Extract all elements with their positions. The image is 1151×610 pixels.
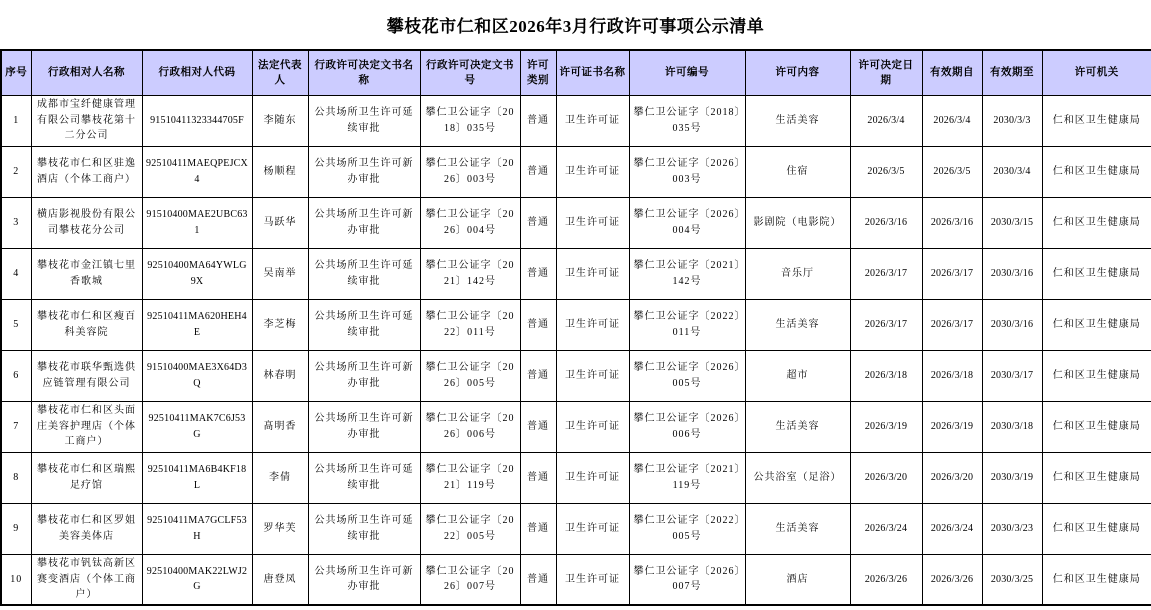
table-cell: 2026/3/17 — [922, 248, 982, 299]
table-cell: 2026/3/24 — [922, 503, 982, 554]
table-cell: 攀枝花市金江镇七里香歌城 — [31, 248, 142, 299]
table-cell: 8 — [1, 452, 31, 503]
column-header: 有效期自 — [922, 50, 982, 95]
table-row — [1, 197, 1151, 248]
table-cell: 5 — [1, 299, 31, 350]
table-cell: 卫生许可证 — [556, 248, 629, 299]
table-cell: 91510400MAE2UBC631 — [142, 197, 252, 248]
table-cell: 卫生许可证 — [556, 299, 629, 350]
table-cell: 攀仁卫公证字〔2022〕011号 — [420, 299, 520, 350]
column-header: 有效期至 — [982, 50, 1042, 95]
table-cell: 攀仁卫公证字〔2021〕142号 — [420, 248, 520, 299]
table-cell: 攀仁卫公证字〔2021〕119号 — [629, 452, 745, 503]
table-row — [1, 146, 1151, 197]
table-cell: 普通 — [520, 554, 556, 605]
table-cell: 影剧院（电影院） — [745, 197, 850, 248]
title-bar — [0, 0, 1151, 49]
table-cell: 7 — [1, 401, 31, 452]
table-cell: 攀仁卫公证字〔2026〕007号 — [629, 554, 745, 605]
table-cell: 攀仁卫公证字〔2021〕119号 — [420, 452, 520, 503]
table-cell: 2026/3/17 — [922, 299, 982, 350]
table-cell: 公共场所卫生许可新办审批 — [308, 197, 420, 248]
table-cell: 2026/3/18 — [850, 350, 922, 401]
column-header: 许可证书名称 — [556, 50, 629, 95]
table-body — [1, 95, 1151, 605]
column-header: 许可类别 — [520, 50, 556, 95]
table-cell: 仁和区卫生健康局 — [1042, 554, 1151, 605]
table-cell: 2026/3/4 — [922, 95, 982, 146]
table-cell: 攀仁卫公证字〔2022〕011号 — [629, 299, 745, 350]
page-title: 攀枝花市仁和区2026年3月行政许可事项公示清单 — [386, 17, 765, 36]
table-cell: 2030/3/17 — [982, 350, 1042, 401]
table-cell: 仁和区卫生健康局 — [1042, 248, 1151, 299]
table-cell: 3 — [1, 197, 31, 248]
table-cell: 生活美容 — [745, 503, 850, 554]
table-cell: 杨顺程 — [252, 146, 308, 197]
table-cell: 2030/3/3 — [982, 95, 1042, 146]
table-cell: 李倩 — [252, 452, 308, 503]
table-cell: 生活美容 — [745, 95, 850, 146]
table-cell: 2030/3/23 — [982, 503, 1042, 554]
table-cell: 仁和区卫生健康局 — [1042, 299, 1151, 350]
table-cell: 普通 — [520, 95, 556, 146]
table-row — [1, 95, 1151, 146]
table-row — [1, 401, 1151, 452]
table-cell: 唐登凤 — [252, 554, 308, 605]
table-cell: 林春明 — [252, 350, 308, 401]
table-cell: 2030/3/18 — [982, 401, 1042, 452]
table-cell: 2026/3/19 — [850, 401, 922, 452]
table-cell: 公共场所卫生许可延续审批 — [308, 248, 420, 299]
table-cell: 公共场所卫生许可延续审批 — [308, 95, 420, 146]
column-header: 序号 — [1, 50, 31, 95]
table-cell: 普通 — [520, 503, 556, 554]
table-cell: 卫生许可证 — [556, 197, 629, 248]
table-cell: 92510411MAK7C6J53G — [142, 401, 252, 452]
table-cell: 2026/3/19 — [922, 401, 982, 452]
table-cell: 公共场所卫生许可延续审批 — [308, 299, 420, 350]
column-header: 行政相对人名称 — [31, 50, 142, 95]
table-row — [1, 350, 1151, 401]
table-cell: 2026/3/4 — [850, 95, 922, 146]
table-cell: 髙明香 — [252, 401, 308, 452]
table-cell: 公共场所卫生许可延续审批 — [308, 503, 420, 554]
table-cell: 普通 — [520, 299, 556, 350]
table-cell: 2026/3/26 — [850, 554, 922, 605]
table-cell: 1 — [1, 95, 31, 146]
table-cell: 卫生许可证 — [556, 350, 629, 401]
table-cell: 2030/3/15 — [982, 197, 1042, 248]
table-cell: 罗华芙 — [252, 503, 308, 554]
table-cell: 公共浴室（足浴） — [745, 452, 850, 503]
table-cell: 仁和区卫生健康局 — [1042, 95, 1151, 146]
table-cell: 攀仁卫公证字〔2022〕005号 — [420, 503, 520, 554]
table-cell: 攀仁卫公证字〔2018〕035号 — [629, 95, 745, 146]
table-cell: 公共场所卫生许可新办审批 — [308, 350, 420, 401]
table-cell: 仁和区卫生健康局 — [1042, 197, 1151, 248]
column-header: 许可编号 — [629, 50, 745, 95]
table-cell: 攀枝花市仁和区头面庄美容护理店（个体工商户） — [31, 401, 142, 452]
table-cell: 卫生许可证 — [556, 554, 629, 605]
column-header: 法定代表人 — [252, 50, 308, 95]
table-cell: 2030/3/16 — [982, 248, 1042, 299]
table-cell: 9 — [1, 503, 31, 554]
table-cell: 2030/3/16 — [982, 299, 1042, 350]
table-cell: 攀仁卫公证字〔2026〕005号 — [629, 350, 745, 401]
table-cell: 仁和区卫生健康局 — [1042, 401, 1151, 452]
table-cell: 生活美容 — [745, 401, 850, 452]
table-row — [1, 299, 1151, 350]
table-cell: 公共场所卫生许可新办审批 — [308, 146, 420, 197]
table-row — [1, 503, 1151, 554]
table-cell: 92510400MA64YWLG9X — [142, 248, 252, 299]
table-cell: 横店影视股份有限公司攀枝花分公司 — [31, 197, 142, 248]
table-cell: 普通 — [520, 197, 556, 248]
table-cell: 普通 — [520, 146, 556, 197]
column-header: 行政相对人代码 — [142, 50, 252, 95]
table-cell: 2026/3/20 — [922, 452, 982, 503]
table-cell: 攀枝花市仁和区罗姐美容美体店 — [31, 503, 142, 554]
table-cell: 住宿 — [745, 146, 850, 197]
header-row — [1, 50, 1151, 95]
table-cell: 普通 — [520, 248, 556, 299]
table-cell: 仁和区卫生健康局 — [1042, 452, 1151, 503]
table-cell: 2030/3/19 — [982, 452, 1042, 503]
table-cell: 2026/3/16 — [850, 197, 922, 248]
table-cell: 2026/3/5 — [850, 146, 922, 197]
table-cell: 李芝梅 — [252, 299, 308, 350]
table-cell: 卫生许可证 — [556, 95, 629, 146]
table-cell: 2030/3/4 — [982, 146, 1042, 197]
table-cell: 92510411MA620HEH4E — [142, 299, 252, 350]
table-cell: 仁和区卫生健康局 — [1042, 146, 1151, 197]
table-cell: 攀枝花市仁和区驻逸酒店（个体工商户） — [31, 146, 142, 197]
table-cell: 公共场所卫生许可延续审批 — [308, 452, 420, 503]
table-cell: 普通 — [520, 401, 556, 452]
column-header: 行政许可决定文书名称 — [308, 50, 420, 95]
column-header: 许可机关 — [1042, 50, 1151, 95]
table-cell: 攀仁卫公证字〔2026〕006号 — [420, 401, 520, 452]
table-cell: 卫生许可证 — [556, 401, 629, 452]
table-row — [1, 248, 1151, 299]
table-cell: 92510411MA7GCLF53H — [142, 503, 252, 554]
table-cell: 攀仁卫公证字〔2026〕007号 — [420, 554, 520, 605]
table-cell: 李随东 — [252, 95, 308, 146]
table-row — [1, 554, 1151, 605]
table-cell: 2026/3/17 — [850, 299, 922, 350]
table-cell: 2026/3/16 — [922, 197, 982, 248]
table-cell: 2026/3/24 — [850, 503, 922, 554]
table-cell: 卫生许可证 — [556, 452, 629, 503]
table-cell: 仁和区卫生健康局 — [1042, 503, 1151, 554]
table-cell: 马跃华 — [252, 197, 308, 248]
table-cell: 92510411MAEQPEJCX4 — [142, 146, 252, 197]
table-cell: 吴南举 — [252, 248, 308, 299]
table-cell: 卫生许可证 — [556, 146, 629, 197]
table-cell: 攀仁卫公证字〔2026〕003号 — [629, 146, 745, 197]
table-cell: 攀枝花市联华甄选供应链管理有限公司 — [31, 350, 142, 401]
table-cell: 卫生许可证 — [556, 503, 629, 554]
column-header: 行政许可决定文书号 — [420, 50, 520, 95]
table-cell: 91510411323344705F — [142, 95, 252, 146]
table-cell: 酒店 — [745, 554, 850, 605]
table-cell: 攀仁卫公证字〔2026〕004号 — [420, 197, 520, 248]
table-cell: 2026/3/26 — [922, 554, 982, 605]
license-table — [0, 49, 1151, 606]
table-cell: 92510411MA6B4KF18L — [142, 452, 252, 503]
table-cell: 攀枝花市仁和区瑞熙足疗馆 — [31, 452, 142, 503]
table-cell: 2026/3/20 — [850, 452, 922, 503]
table-cell: 攀仁卫公证字〔2026〕003号 — [420, 146, 520, 197]
table-cell: 普通 — [520, 350, 556, 401]
column-header: 许可内容 — [745, 50, 850, 95]
table-cell: 2 — [1, 146, 31, 197]
table-cell: 攀仁卫公证字〔2026〕005号 — [420, 350, 520, 401]
column-header: 许可决定日期 — [850, 50, 922, 95]
table-cell: 仁和区卫生健康局 — [1042, 350, 1151, 401]
table-cell: 攀仁卫公证字〔2021〕142号 — [629, 248, 745, 299]
table-cell: 公共场所卫生许可新办审批 — [308, 554, 420, 605]
table-cell: 2030/3/25 — [982, 554, 1042, 605]
table-row — [1, 452, 1151, 503]
table-cell: 91510400MAE3X64D3Q — [142, 350, 252, 401]
table-cell: 攀仁卫公证字〔2022〕005号 — [629, 503, 745, 554]
table-cell: 普通 — [520, 452, 556, 503]
table-cell: 攀枝花市钒钛高新区赛变酒店（个体工商户） — [31, 554, 142, 605]
table-cell: 6 — [1, 350, 31, 401]
table-cell: 生活美容 — [745, 299, 850, 350]
table-cell: 4 — [1, 248, 31, 299]
table-cell: 超市 — [745, 350, 850, 401]
table-cell: 92510400MAK22LWJ2G — [142, 554, 252, 605]
table-cell: 攀枝花市仁和区瘦百科美容院 — [31, 299, 142, 350]
table-cell: 音乐厅 — [745, 248, 850, 299]
table-cell: 2026/3/5 — [922, 146, 982, 197]
table-cell: 2026/3/18 — [922, 350, 982, 401]
table-cell: 成都市宝纤健康管理有限公司攀枝花第十二分公司 — [31, 95, 142, 146]
table-cell: 攀仁卫公证字〔2018〕035号 — [420, 95, 520, 146]
table-cell: 公共场所卫生许可新办审批 — [308, 401, 420, 452]
table-cell: 攀仁卫公证字〔2026〕006号 — [629, 401, 745, 452]
table-cell: 10 — [1, 554, 31, 605]
table-cell: 攀仁卫公证字〔2026〕004号 — [629, 197, 745, 248]
table-cell: 2026/3/17 — [850, 248, 922, 299]
